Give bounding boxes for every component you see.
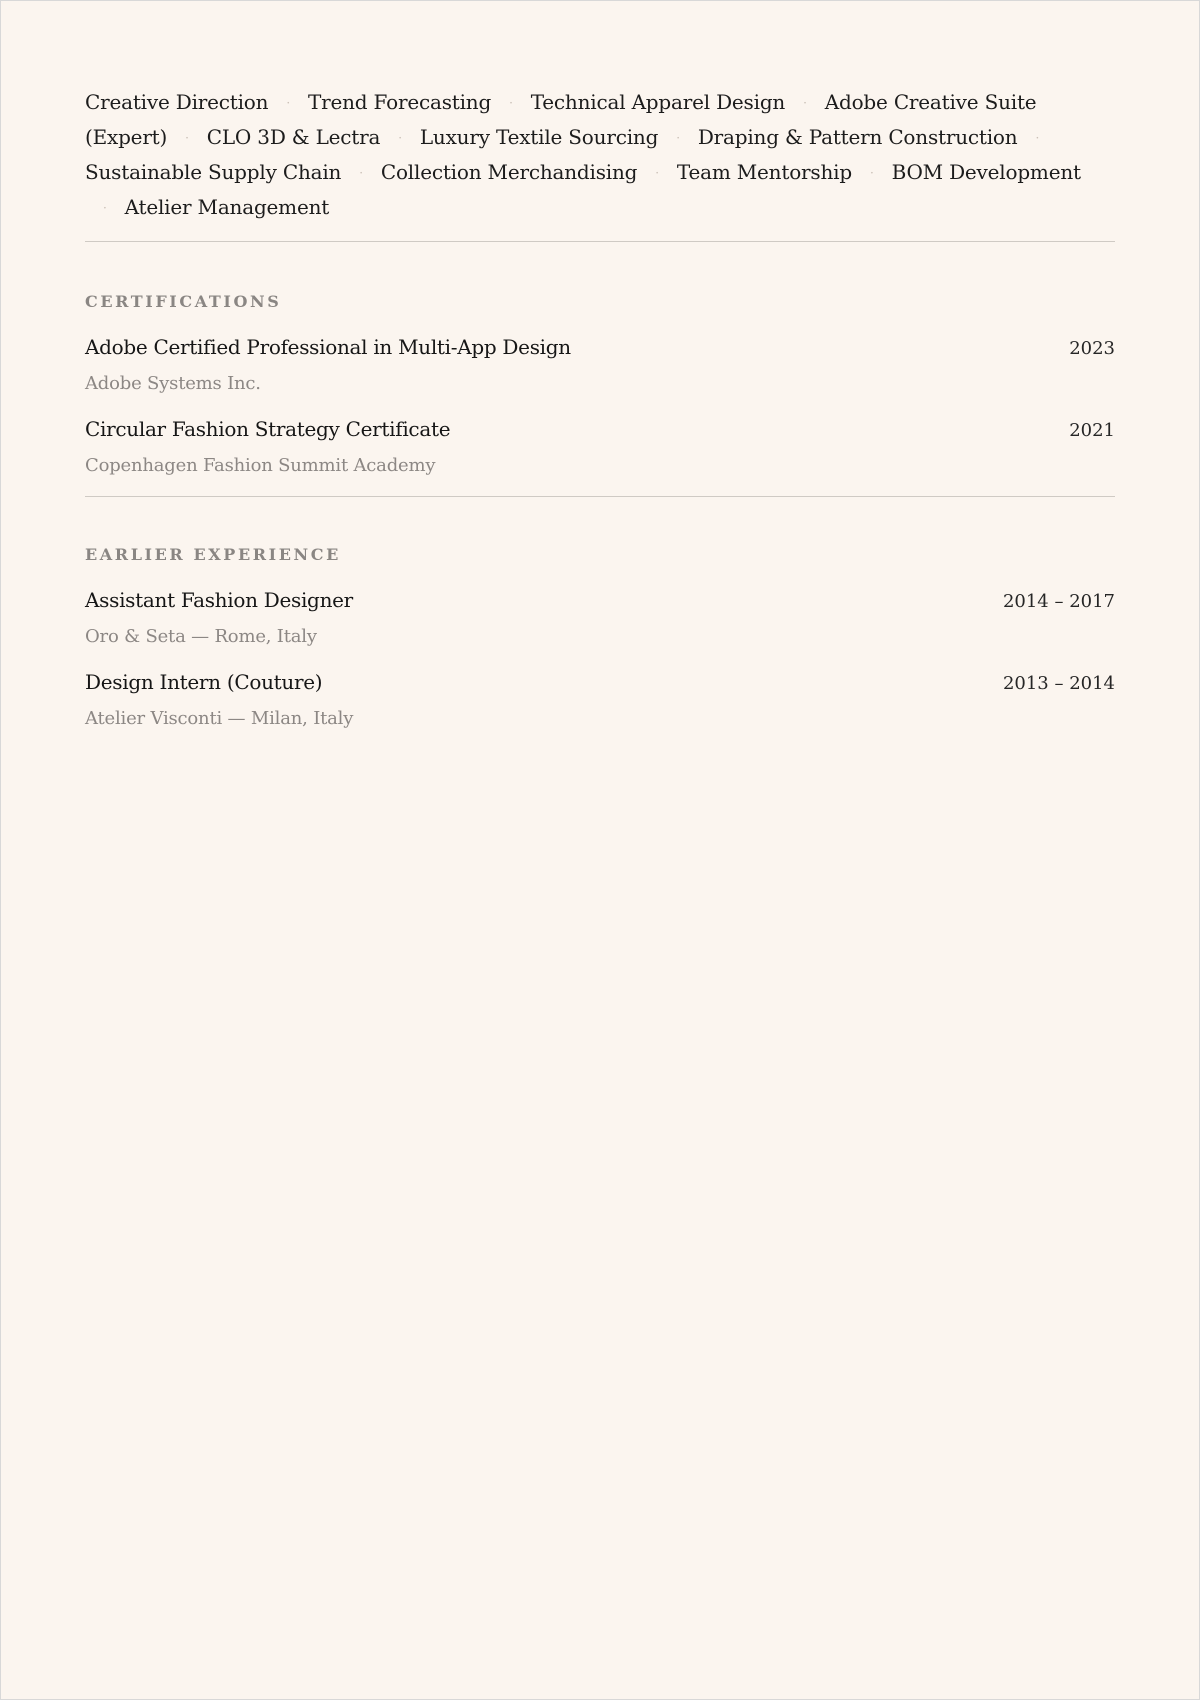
skill-item: Atelier Management (124, 195, 330, 219)
certification-year: 2021 (1069, 420, 1115, 441)
certification-row (85, 332, 1115, 364)
skill-item: Team Mentorship (676, 160, 852, 184)
certification-entry (85, 414, 1115, 480)
separator-dot: · (676, 131, 680, 145)
skill-item: Trend Forecasting (307, 90, 492, 114)
separator-dot: · (286, 96, 290, 110)
resume-content (85, 85, 1115, 749)
experience-title: Assistant Fashion Designer (85, 588, 353, 612)
certification-entry (85, 332, 1115, 398)
certification-issuer: Adobe Systems Inc. (85, 373, 261, 394)
certification-year: 2023 (1069, 338, 1115, 359)
section-heading-certifications: CERTIFICATIONS (85, 292, 282, 311)
separator-dot: · (359, 166, 363, 180)
separator-dot: · (185, 131, 189, 145)
earlier-experience-section (85, 497, 1115, 733)
experience-entry (85, 585, 1115, 651)
skill-item: Adobe Creative Suite (Expert) (85, 90, 1037, 149)
experience-dates: 2014 – 2017 (1002, 591, 1115, 612)
certifications-section (85, 242, 1115, 497)
separator-dot: · (803, 96, 807, 110)
section-heading-earlier-experience: EARLIER EXPERIENCE (85, 545, 341, 564)
separator-dot: · (1035, 131, 1040, 145)
skill-item: CLO 3D & Lectra (206, 125, 381, 149)
skill-item: BOM Development (891, 160, 1081, 184)
experience-title: Design Intern (Couture) (85, 670, 323, 694)
separator-dot: · (398, 131, 402, 145)
skill-item: Sustainable Supply Chain (85, 160, 342, 184)
skill-item: Draping & Pattern Construction (697, 125, 1018, 149)
experience-entry (85, 667, 1115, 733)
skill-item: Luxury Textile Sourcing (419, 125, 659, 149)
separator-dot: · (103, 201, 107, 215)
certification-issuer: Copenhagen Fashion Summit Academy (85, 455, 436, 476)
skill-item: Creative Direction (85, 90, 269, 114)
skills-list (85, 85, 1115, 225)
separator-dot: · (509, 96, 513, 110)
experience-row (85, 585, 1115, 617)
experience-dates: 2013 – 2014 (1002, 673, 1115, 694)
experience-place: Oro & Seta — Rome, Italy (85, 626, 317, 647)
certification-title: Adobe Certified Professional in Multi-App Design (85, 335, 571, 359)
separator-dot: · (655, 166, 659, 180)
skill-item: Technical Apparel Design (530, 90, 786, 114)
skill-item: Collection Merchandising (380, 160, 638, 184)
certification-row (85, 414, 1115, 446)
experience-place: Atelier Visconti — Milan, Italy (85, 708, 354, 729)
separator-dot: · (869, 166, 874, 180)
experience-row (85, 667, 1115, 699)
certification-title: Circular Fashion Strategy Certificate (85, 417, 451, 441)
